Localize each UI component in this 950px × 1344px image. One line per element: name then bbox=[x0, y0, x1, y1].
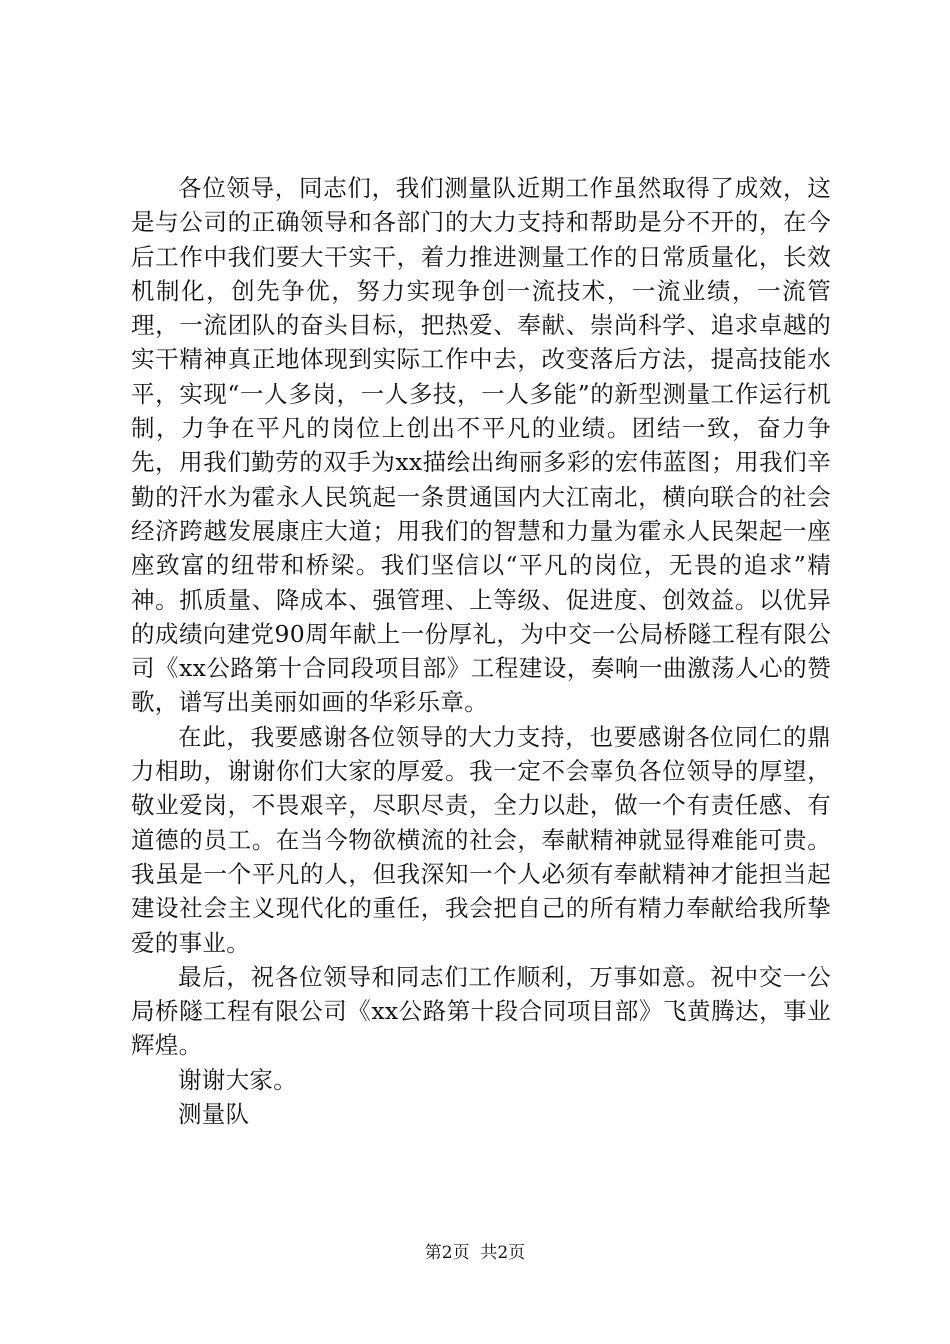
document-body bbox=[131, 171, 831, 1131]
paragraph-wishes: 最后，祝各位领导和同志们工作顺利，万事如意。祝中交一公局桥隧工程有限公司《xx公路第十段合同项目部》飞黄腾达，事业辉煌。 bbox=[131, 962, 831, 1060]
signature: 测量队 bbox=[178, 1100, 250, 1129]
paragraph-progress: 各位领导，同志们，我们测量队近期工作虽然取得了成效，这是与公司的正确领导和各部门的大力支持和帮助是分不开的，在今后工作中我们要大干实干，着力推进测量工作的日常质量化，长效机制化，创先争优，努力实现争创一流技术，一流业绩，一流管理，一流团队的奋头目标，把热爱、奉献、崇尚科学、追求卓越的实干精神真正地体现到实际工作中去，改变落后方法，提高技能水平，实现“一人多岗，一人多技，一人多能”的新型测量工作运行机制，力争在平凡的岗位上创出不平凡的业绩。团结一致，奋力争先，用我们勤劳的双手为xx描绘出绚丽多彩的宏伟蓝图；用我们辛勤的汗水为霍永人民筑起一条贯通国内大江南北，横向联合的社会经济跨越发展康庄大道；用我们的智慧和力量为霍永人民架起一座座致富的纽带和桥梁。我们坚信以“平凡的岗位，无畏的追求”精神。抓质量、降成本、强管理、上等级、促进度、创效益。以优异的成绩向建党90周年献上一份厚礼，为中交一公局桥隧工程有限公司《xx公路第十合同段项目部》工程建设，奏响一曲激荡人心的赞歌，谱写出美丽如画的华彩乐章。 bbox=[131, 174, 831, 717]
page-footer bbox=[0, 1242, 950, 1264]
paragraph-thanks: 在此，我要感谢各位领导的大力支持，也要感谢各位同仁的鼎力相助，谢谢你们大家的厚爱。我一定不会辜负各位领导的厚望，敬业爱岗，不畏艰辛，尽职尽责，全力以赴，做一个有责任感、有道德的员工。在当今物欲横流的社会，奉献精神就显得难能可贵。我虽是一个平凡的人，但我深知一个人必须有奉献精神才能担当起建设社会主义现代化的重任，我会把自己的所有精力奉献给我所挚爱的事业。 bbox=[131, 722, 831, 957]
page-number: 第2页 共2页 bbox=[424, 1243, 526, 1263]
paragraph-closing: 谢谢大家。 bbox=[178, 1065, 297, 1094]
